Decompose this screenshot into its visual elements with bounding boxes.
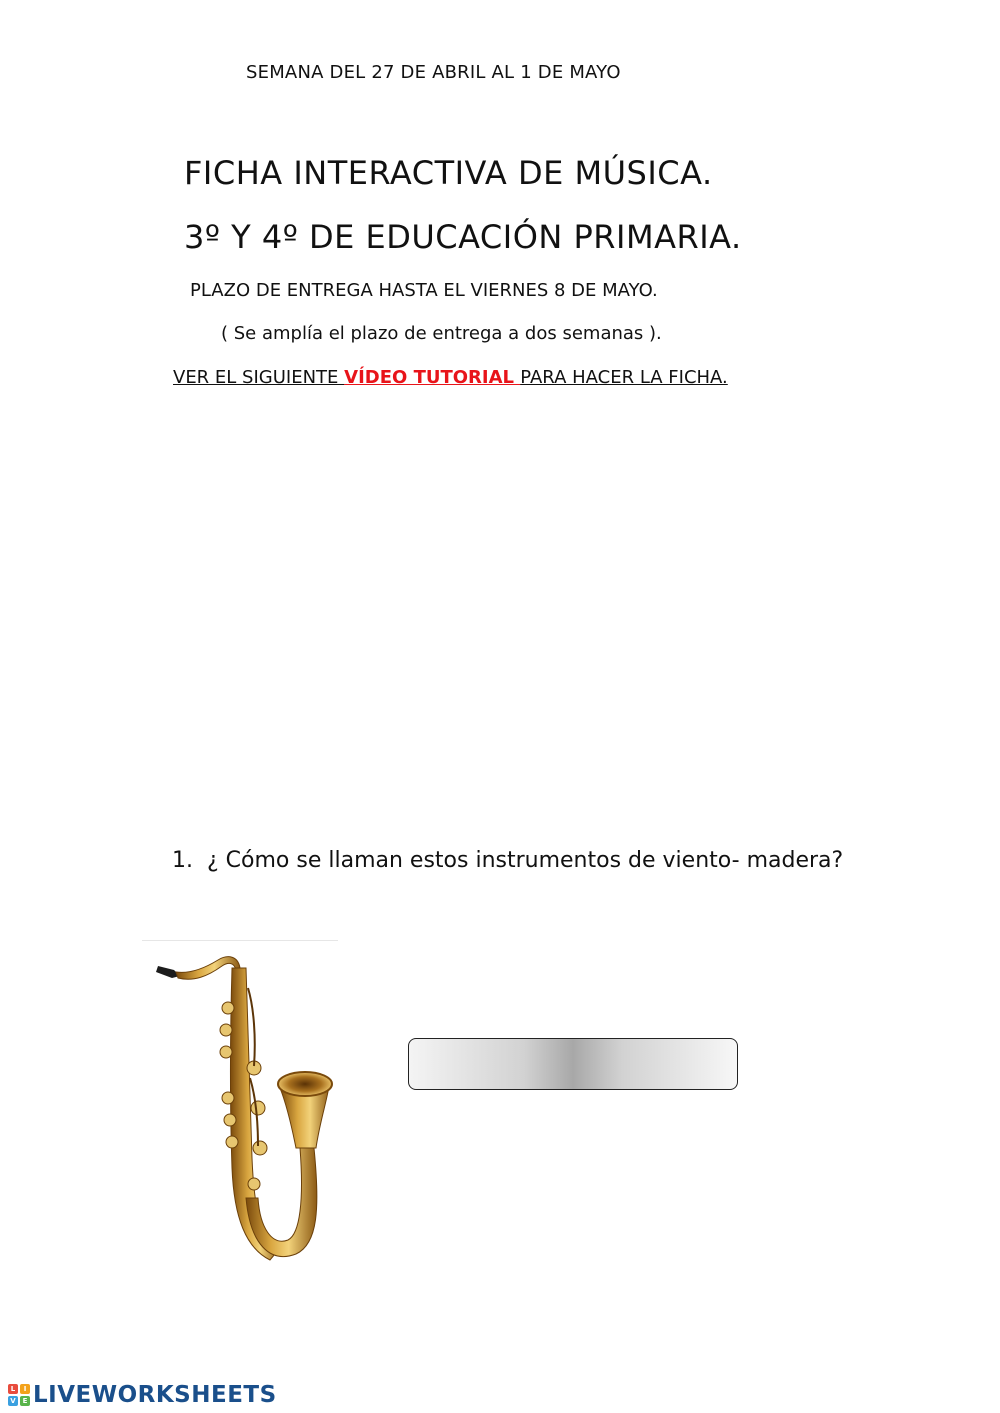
liveworksheets-logo[interactable] [8,1381,277,1409]
video-tutorial-link[interactable]: VÍDEO TUTORIAL [344,367,521,388]
logo-square: E [20,1396,30,1406]
image-divider [142,940,338,941]
saxophone-icon [150,948,340,1268]
question-text: ¿ Cómo se llaman estos instrumentos de viento- madera? [207,848,844,873]
deadline-extension-note: ( Se amplía el plazo de entrega a dos semanas ). [221,323,662,344]
week-range: SEMANA DEL 27 DE ABRIL AL 1 DE MAYO [246,62,621,83]
video-instruction [173,367,728,388]
worksheet-grade: 3º Y 4º DE EDUCACIÓN PRIMARIA. [184,218,742,256]
question-number: 1. [172,848,193,873]
logo-square: L [8,1384,18,1394]
answer-field-1[interactable] [408,1038,738,1090]
video-instruction-prefix: VER EL SIGUIENTE [173,367,345,388]
logo-square: I [20,1384,30,1394]
logo-text: LIVEWORKSHEETS [33,1382,277,1408]
logo-square: V [8,1396,18,1406]
logo-squares-icon [8,1384,30,1406]
worksheet-title: FICHA INTERACTIVA DE MÚSICA. [184,154,713,192]
deadline-text: PLAZO DE ENTREGA HASTA EL VIERNES 8 DE MAYO. [190,280,658,301]
video-embed-area[interactable] [172,410,812,810]
question-1 [172,848,843,873]
video-instruction-suffix: PARA HACER LA FICHA. [520,367,728,388]
